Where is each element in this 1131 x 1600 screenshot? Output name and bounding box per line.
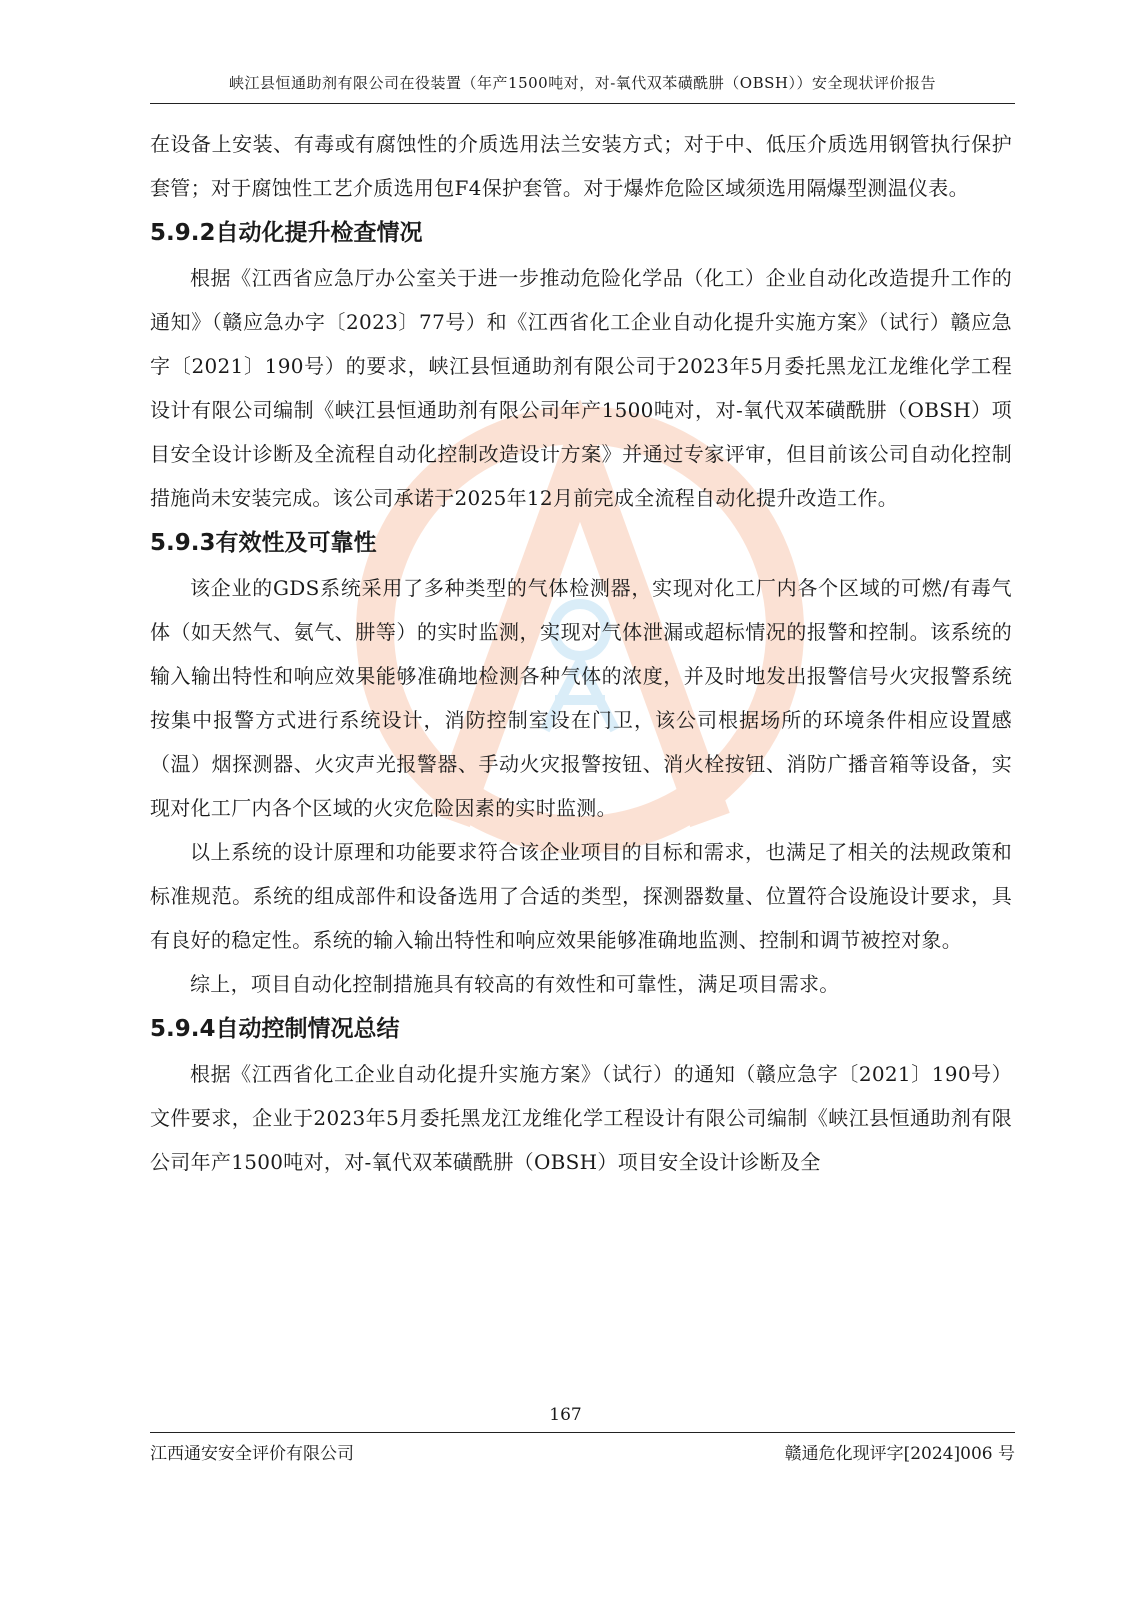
paragraph-5-9-2: 根据《江西省应急厅办公室关于进一步推动危险化学品（化工）企业自动化改造提升工作的通知》（赣应急办字〔2023〕77号）和《江西省化工企业自动化提升实施方案》（试行）赣应急字〔2021〕190号）的要求，峡江县恒通助剂有限公司于2023年5月委托黑龙江龙维化学工程设计有限公司编制《峡江县恒通助剂有限公司年产1500吨对，对-氧代双苯磺酰肼（OBSH）项目安全设计诊断及全流程自动化控制改造设计方案》并通过专家评审，但目前该公司自动化控制措施尚未安装完成。该公司承诺于2025年12月前完成全流程自动化提升改造工作。 [150, 266, 1012, 510]
paragraph-5-9-3-b: 以上系统的设计原理和功能要求符合该企业项目的目标和需求，也满足了相关的法规政策和标准规范。系统的组成部件和设备选用了合适的类型，探测器数量、位置符合设施设计要求，具有良好的稳定性。系统的输入输出特性和响应效果能够准确地监测、控制和调节被控对象。 [150, 840, 1012, 952]
document-body [150, 122, 1012, 1184]
paragraph-5-9-3-a: 该企业的GDS系统采用了多种类型的气体检测器，实现对化工厂内各个区域的可燃/有毒气体（如天然气、氨气、肼等）的实时监测，实现对气体泄漏或超标情况的报警和控制。该系统的输入输出特性和响应效果能够准确地检测各种气体的浓度，并及时地发出报警信号火灾报警系统按集中报警方式进行系统设计，消防控制室设在门卫，该公司根据场所的环境条件相应设置感（温）烟探测器、火灾声光报警器、手动火灾报警按钮、消火栓按钮、消防广播音箱等设备，实现对化工厂内各个区域的火灾危险因素的实时监测。 [150, 576, 1012, 820]
footer-company: 江西通安安全评价有限公司 [150, 1444, 354, 1464]
section-title-5-9-4: 5.9.4自动控制情况总结 [150, 1016, 400, 1042]
page-header [150, 72, 1015, 104]
page-number: 167 [549, 1405, 582, 1425]
footer-doc-number: 赣通危化现评字[2024]006 号 [784, 1444, 1015, 1464]
paragraph-intro: 在设备上安装、有毒或有腐蚀性的介质选用法兰安装方式；对于中、低压介质选用钢管执行保护套管；对于腐蚀性工艺介质选用包F4保护套管。对于爆炸危险区域须选用隔爆型测温仪表。 [150, 132, 1012, 200]
paragraph-5-9-3-c: 综上，项目自动化控制措施具有较高的有效性和可靠性，满足项目需求。 [190, 972, 840, 996]
page-footer [150, 1432, 1015, 1464]
section-title-5-9-2: 5.9.2自动化提升检查情况 [150, 220, 423, 246]
paragraph-5-9-4: 根据《江西省化工企业自动化提升实施方案》（试行）的通知（赣应急字〔2021〕190号）文件要求，企业于2023年5月委托黑龙江龙维化学工程设计有限公司编制《峡江县恒通助剂有限公司年产1500吨对，对-氧代双苯磺酰肼（OBSH）项目安全设计诊断及全 [150, 1062, 1012, 1174]
section-title-5-9-3: 5.9.3有效性及可靠性 [150, 530, 377, 556]
header-title: 峡江县恒通助剂有限公司在役装置（年产1500吨对，对-氧代双苯磺酰肼（OBSH））安全现状评价报告 [229, 74, 936, 92]
